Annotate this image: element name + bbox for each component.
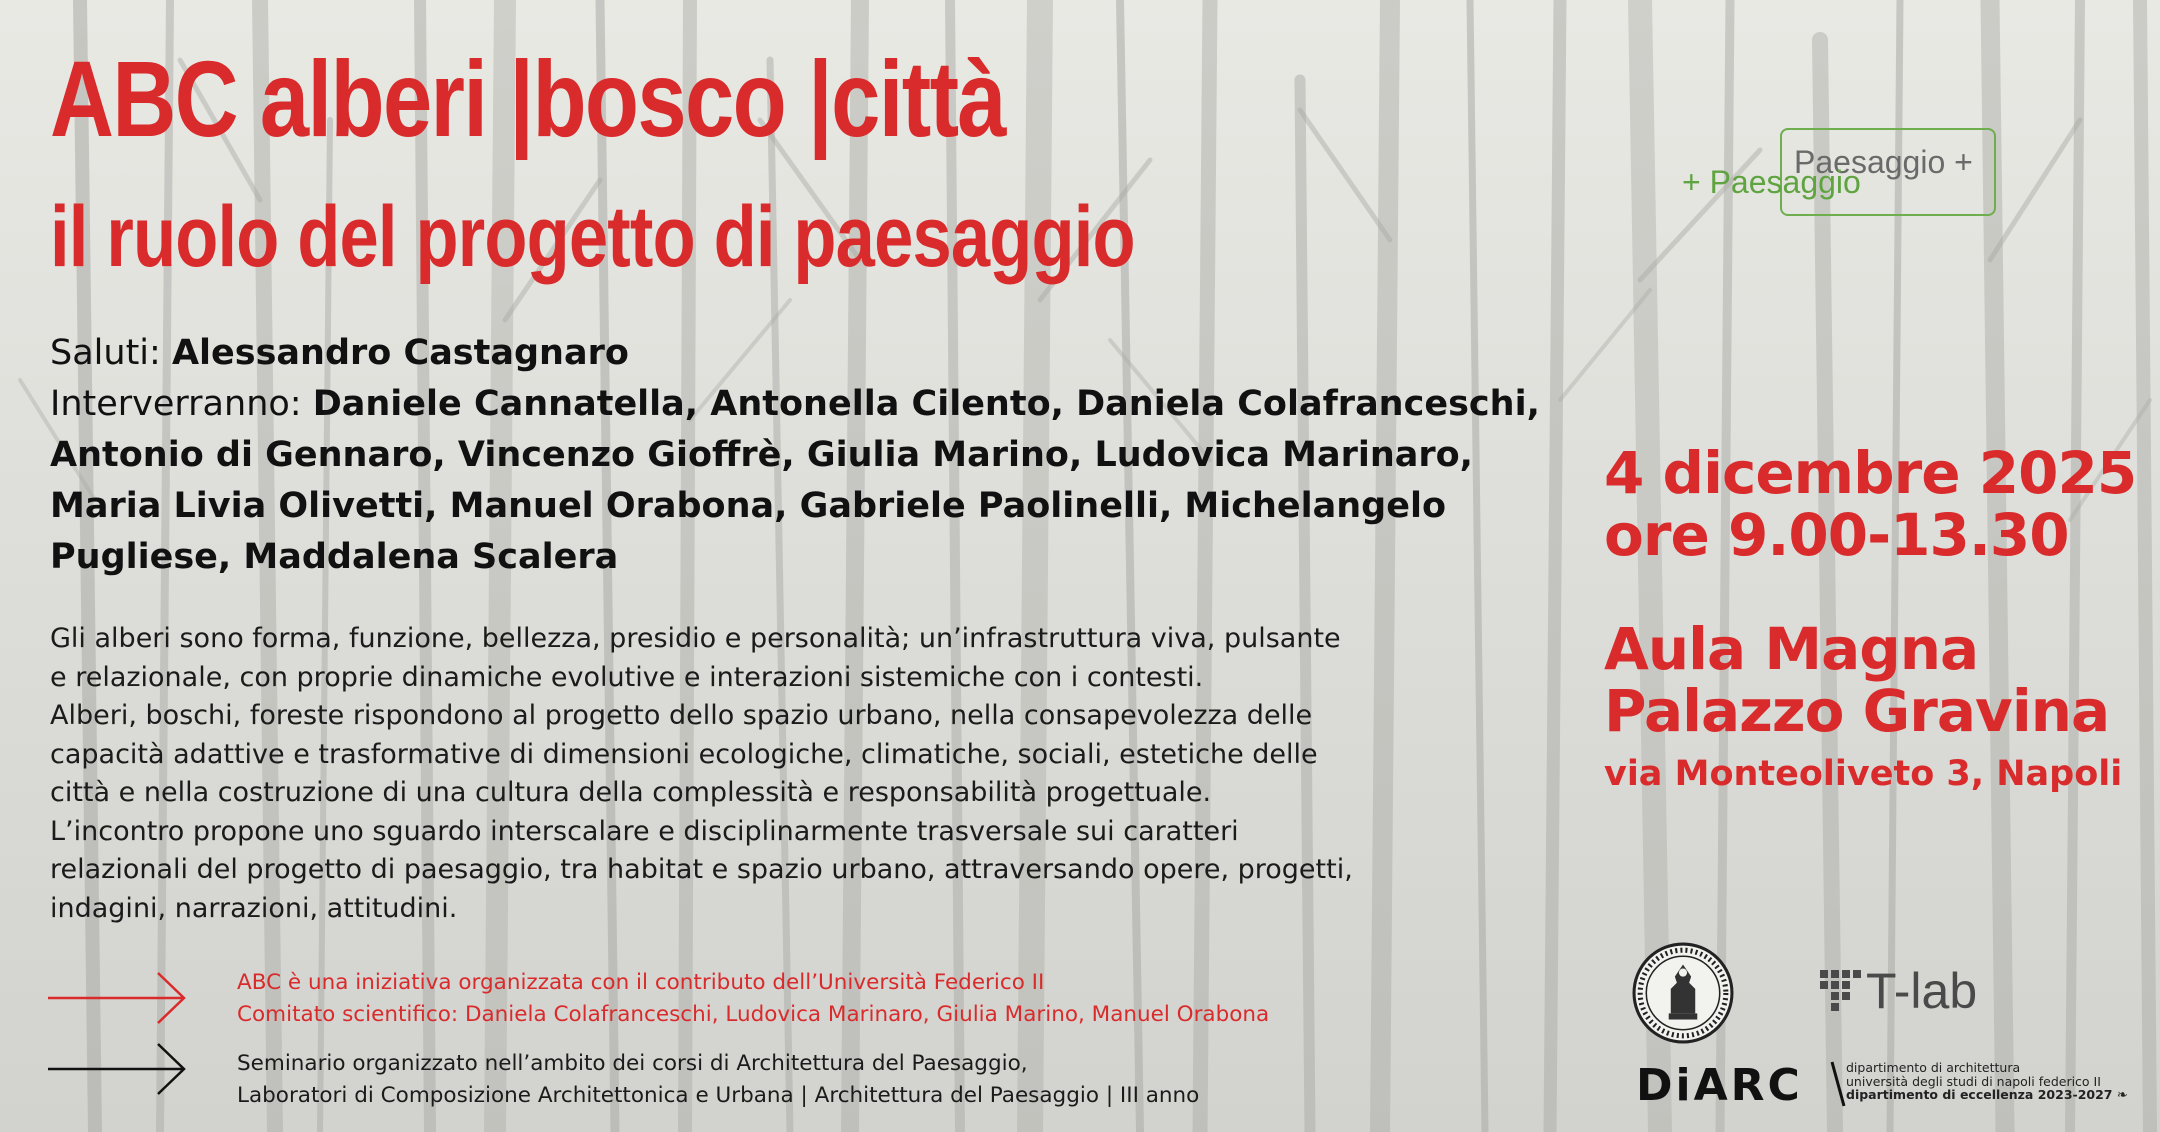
arrow-right-icon — [48, 971, 188, 1025]
description-line: Gli alberi sono forma, funzione, bellezza, presidio e personalità; un’infrastruttura viva, pulsante — [50, 623, 1341, 654]
seminar-line: Laboratori di Composizione Architettonica e Urbana | Architettura del Paesaggio | III anno — [237, 1083, 1200, 1108]
arrow-right-icon — [48, 1042, 188, 1096]
tlab-grid-icon — [1820, 970, 1862, 1012]
speakers-label: Interverranno: — [50, 384, 313, 424]
description-line: indagini, narrazioni, attitudini. — [50, 892, 458, 924]
description-line: L’incontro propone uno sguardo interscalare e disciplinarmente trasversale sui caratteri — [50, 815, 1239, 847]
diarc-info-line: dipartimento di architettura — [1846, 1060, 2021, 1075]
diarc-separator — [1828, 1060, 1848, 1108]
initiative-line: ABC è una iniziativa organizzata con il contributo dell’Università Federico II — [237, 970, 1045, 995]
diarc-logo-word: DiARC — [1636, 1060, 1803, 1111]
description-line: Alberi, boschi, foreste rispondono al progetto dello spazio urbano, nella consapevolezza delle — [50, 700, 1313, 731]
description-line: capacità adattive e trasformative di dimensioni ecologiche, climatiche, sociali, estetiche delle — [50, 738, 1318, 770]
paesaggio-logo-top: Paesaggio + — [1794, 144, 1973, 180]
leaf-icon: ❧ — [2116, 1088, 2128, 1103]
venue-line-1: Aula Magna — [1604, 615, 1979, 683]
university-seal-icon — [1632, 942, 1734, 1044]
seminar-note — [237, 1048, 1199, 1112]
speakers-names: Daniele Cannatella, Antonella Cilento, Daniela Colafranceschi, Antonio di Gennaro, Vincenzo Gioffrè, Giulia Marino, Ludovica Marinaro, Maria Livia Olivetti, Manuel Orabona, Gabriele Paolinelli, Michelangelo Pugliese, Maddalena Scalera — [50, 384, 1540, 577]
committee-line: Comitato scientifico: Daniela Colafranceschi, Ludovica Marinaro, Giulia Marino, Manuel Orabona — [237, 1002, 1270, 1027]
event-date: 4 dicembre 2025 — [1604, 439, 2137, 507]
diarc-logo-info — [1846, 1061, 2128, 1103]
title-line-2: il ruolo del progetto di paesaggio — [50, 189, 1135, 285]
description-text — [50, 620, 1490, 928]
description-line: e relazionale, con proprie dinamiche evolutive e interazioni sistemiche con i contesti. — [50, 661, 1204, 693]
seminar-line: Seminario organizzato nell’ambito dei corsi di Architettura del Paesaggio, — [237, 1051, 1028, 1076]
event-venue — [1604, 615, 2110, 745]
event-time: ore 9.00-13.30 — [1604, 501, 2069, 569]
speakers-block — [50, 328, 1570, 583]
diarc-info-line: dipartimento di eccellenza 2023-2027 — [1846, 1087, 2113, 1102]
description-line: relazionali del progetto di paesaggio, tra habitat e spazio urbano, attraversando opere, progetti, — [50, 854, 1353, 885]
greetings-name: Alessandro Castagnaro — [171, 333, 629, 373]
description-line: città e nella costruzione di una cultura della complessità e responsabilità progettuale. — [50, 777, 1212, 808]
event-datetime — [1604, 439, 2137, 569]
title-line-1: ABC alberi |bosco |città — [50, 38, 1006, 159]
tlab-logo-text: T-lab — [1866, 963, 1978, 1019]
paesaggio-logo-bottom: + Paesaggio — [1682, 164, 1861, 200]
greetings-label: Saluti: — [50, 333, 172, 373]
venue-line-2: Palazzo Gravina — [1604, 677, 2110, 745]
diarc-info-line: università degli studi di napoli federico II — [1846, 1073, 2101, 1089]
initiative-note — [237, 967, 1269, 1031]
event-address: via Monteoliveto 3, Napoli — [1604, 754, 2123, 794]
